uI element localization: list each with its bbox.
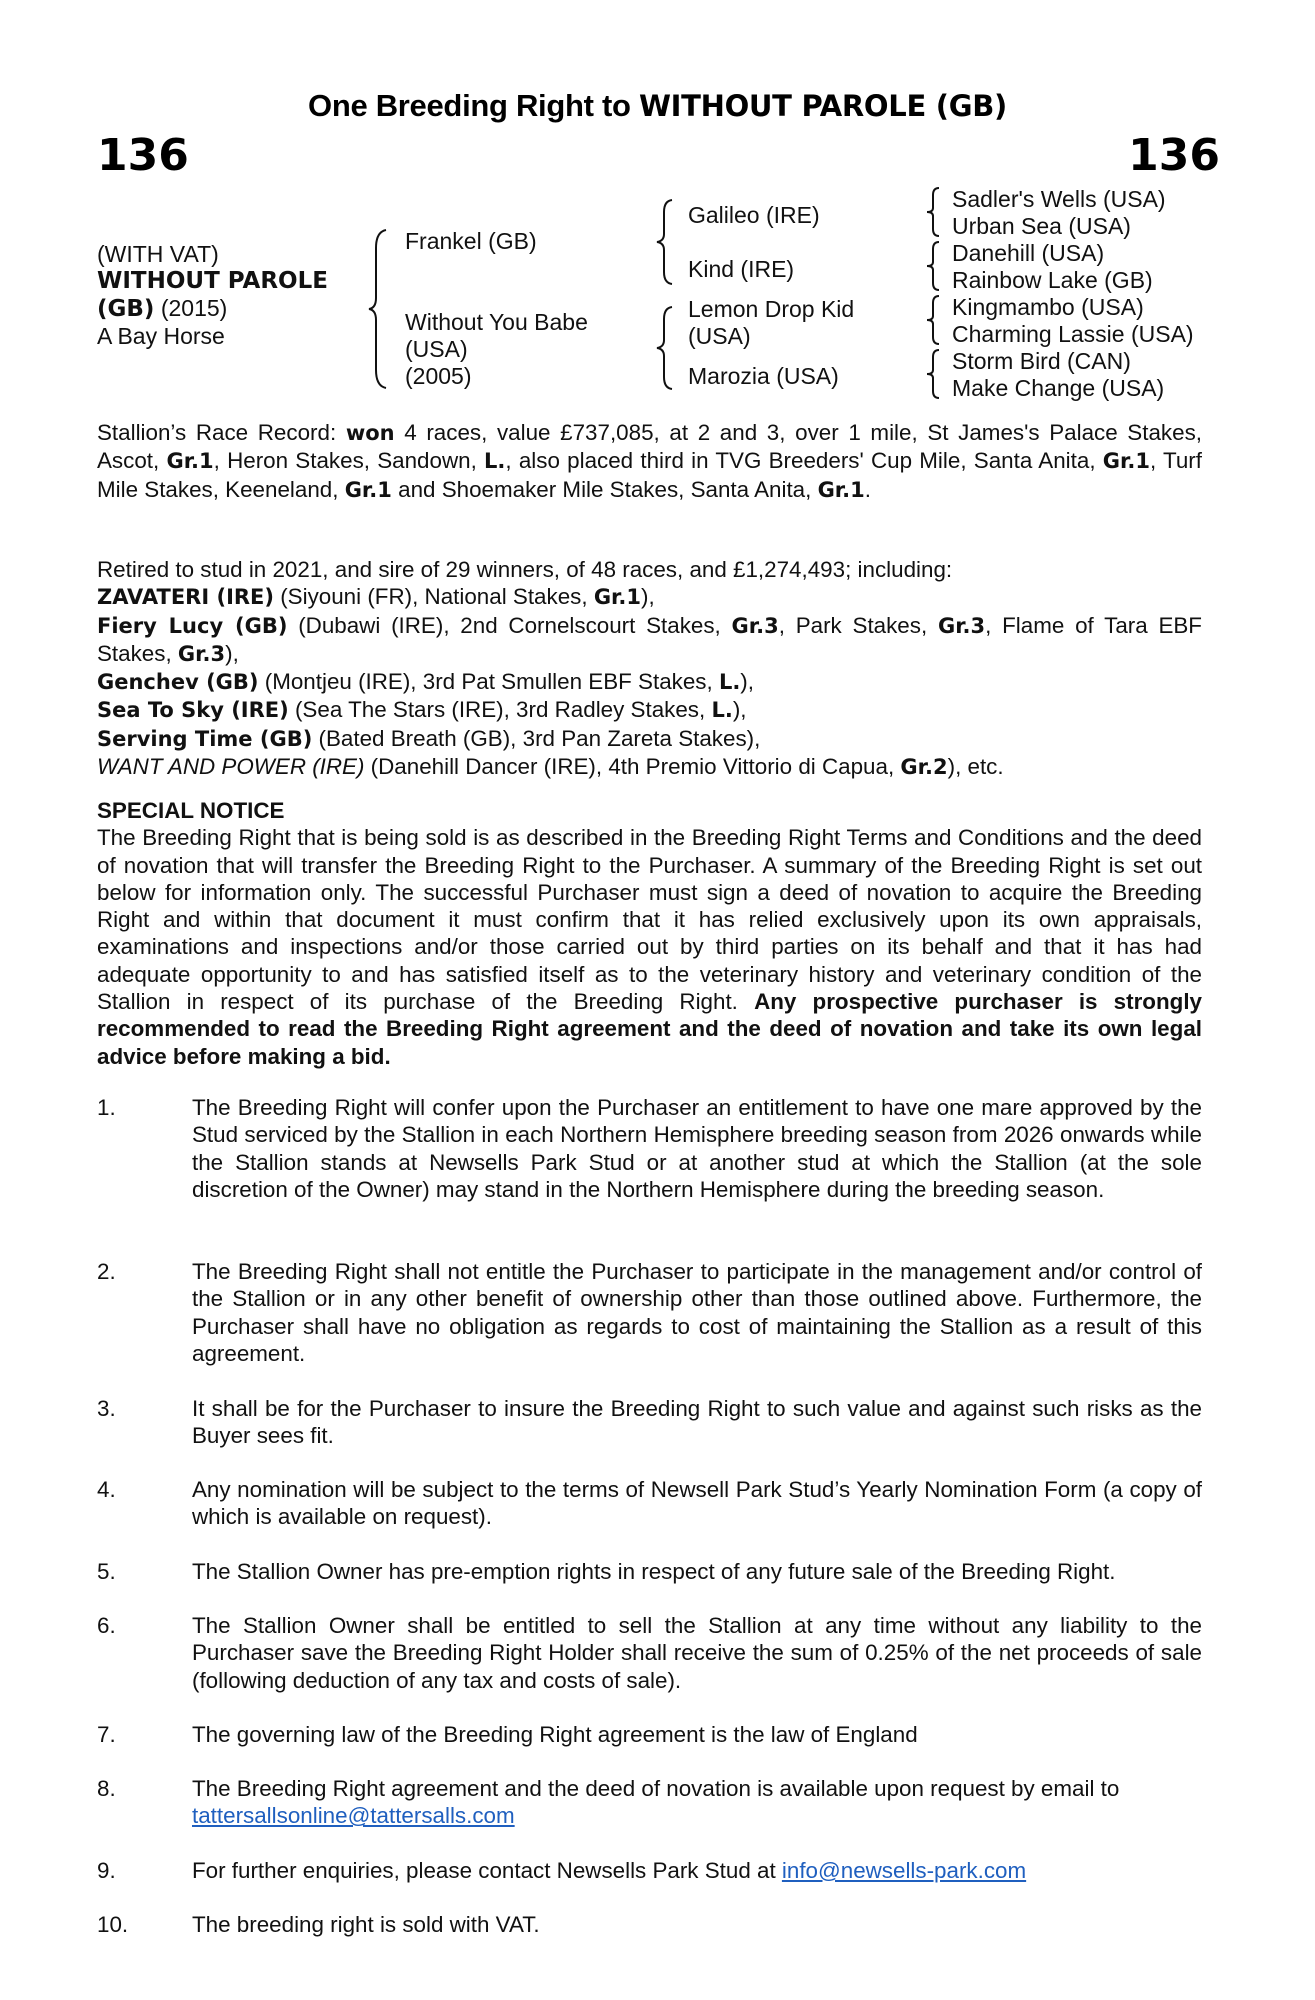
progeny-details: (Sea The Stars (IRE), 3rd Radley Stakes,	[288, 697, 712, 723]
race-record-text: 4 races, value £737,085, at 2 and 3, over 1 mile, St James's Palace Stakes, Ascot,	[97, 420, 1202, 474]
progeny-details: ),	[732, 697, 747, 723]
term-text: The breeding right is sold with VAT.	[192, 1912, 540, 1937]
pedigree-brace	[926, 186, 942, 238]
progeny-item	[97, 668, 1202, 696]
term-text: It shall be for the Purchaser to insure the Breeding Right to such value and against such risks as the Buyer sees fit.	[192, 1396, 1202, 1449]
pedigree-gen3-ancestor: Sadler's Wells (USA)	[952, 186, 1166, 212]
title-horse-name: WITHOUT PAROLE (GB)	[638, 89, 1007, 123]
dam-sire-name: Lemon Drop Kid	[688, 296, 855, 322]
pedigree-gen3-ancestor: Kingmambo (USA)	[952, 294, 1144, 320]
progeny-details: , Flame of Tara EBF Stakes,	[97, 612, 1202, 666]
term-text: The governing law of the Breeding Right agreement is the law of England	[192, 1722, 918, 1747]
dam-name: Without You Babe	[405, 309, 588, 335]
pedigree-subject	[97, 241, 328, 350]
pedigree-brace	[926, 294, 942, 346]
dam-country: (USA)	[405, 336, 468, 362]
special-notice	[97, 797, 1202, 1070]
progeny-item	[97, 725, 1202, 753]
special-notice-warning: Any prospective purchaser is strongly recommended to read the Breeding Right agreement and the deed of novation and take its own legal advice before making a bid.	[97, 989, 1203, 1069]
term-text	[192, 1775, 1202, 1830]
progeny-item	[97, 583, 1202, 611]
progeny-details: (Montjeu (IRE), 3rd Pat Smullen EBF Stakes,	[258, 669, 719, 695]
pedigree-gen3-ancestor: Rainbow Lake (GB)	[952, 267, 1153, 293]
progeny-name: Genchev (GB)	[97, 670, 259, 695]
term-text: The Stallion Owner shall be entitled to sell the Stallion at any time without any liability to the Purchaser save the Breeding Right Holder shall receive the sum of 0.25% of the net proceeds of sale (following deduction of any tax and costs of sale).	[192, 1613, 1202, 1693]
grade-label: Gr.1	[817, 477, 865, 502]
grade-label: Gr.3	[731, 613, 779, 638]
progeny-item	[97, 753, 1202, 781]
progeny-details: (Dubawi (IRE), 2nd Cornelscourt Stakes,	[287, 612, 732, 638]
dam-year: (2005)	[405, 363, 472, 389]
term-number: 2.	[97, 1259, 116, 1284]
grade-label: Gr.1	[593, 585, 642, 610]
term-text	[192, 1857, 1202, 1884]
term-number: 6.	[97, 1613, 116, 1638]
term-number: 9.	[97, 1858, 116, 1883]
pedigree-brace	[368, 228, 390, 390]
term-text: The Breeding Right will confer upon the Purchaser an entitlement to have one mare approved by the Stud serviced by the Stallion in each Northern Hemisphere breeding season from 2026 onwards while the Stallion stands at Newsells Park Stud or at another stud at which the Stallion (at the sole discretion of the Owner) may stand in the Northern Hemisphere during the breeding season.	[192, 1095, 1202, 1202]
horse-year: (2015)	[154, 295, 228, 321]
term-text: Any nomination will be subject to the terms of Newsell Park Stud’s Yearly Nomination Form (a copy of which is available on request).	[192, 1477, 1202, 1530]
tattersalls-email-link[interactable]: tattersallsonline@tattersalls.com	[192, 1803, 515, 1829]
pedigree-dam-sire	[688, 296, 854, 350]
term-number: 7.	[97, 1722, 116, 1747]
term-text: The Breeding Right shall not entitle the Purchaser to participate in the management and/or control of the Stallion or in any other benefit of ownership other than those outlined above. Furthermore, the Purchaser shall have no obligation as regards to cost of maintaining the Stallion as a result of this agreement.	[192, 1259, 1202, 1366]
race-record-text: , also placed third in TVG Breeders' Cup Mile, Santa Anita,	[505, 448, 1103, 474]
progeny-name: ZAVATERI (IRE)	[97, 585, 274, 610]
pedigree-sire-dam: Kind (IRE)	[688, 256, 795, 282]
horse-description: A Bay Horse	[97, 323, 225, 349]
lot-number-left: 136	[97, 130, 189, 181]
page-title	[0, 88, 1315, 124]
progeny-details: (Siyouni (FR), National Stakes,	[274, 584, 594, 610]
lot-number-right: 136	[1128, 130, 1220, 181]
race-record-text: , Turf Mile Stakes, Keeneland,	[97, 448, 1202, 502]
pedigree-dam-dam: Marozia (USA)	[688, 363, 839, 389]
newsells-email-link[interactable]: info@newsells-park.com	[781, 1858, 1027, 1883]
grade-label: L.	[711, 698, 733, 723]
term-number: 3.	[97, 1396, 116, 1421]
term-text-body: For further enquiries, please contact Newsells Park Stud at	[192, 1858, 782, 1883]
race-record-won: won	[345, 421, 395, 445]
progeny-name: Fiery Lucy (GB)	[97, 613, 288, 638]
race-record-label: Stallion’s Race Record:	[97, 420, 346, 445]
title-prefix: One Breeding Right to	[308, 88, 639, 123]
pedigree-brace	[926, 348, 942, 400]
progeny-details: (Bated Breath (GB), 3rd Pan Zareta Stakes),	[312, 725, 761, 751]
progeny-item	[97, 696, 1202, 724]
race-record-text: .	[864, 476, 871, 502]
special-notice-heading: SPECIAL NOTICE	[97, 798, 285, 823]
dam-sire-country: (USA)	[688, 323, 751, 349]
race-record-text: and Shoemaker Mile Stakes, Santa Anita,	[391, 476, 818, 502]
pedigree-brace	[656, 198, 676, 286]
grade-label: Gr.3	[177, 641, 226, 666]
progeny-name: Sea To Sky (IRE)	[97, 698, 289, 723]
special-notice-body	[97, 824, 1202, 1070]
special-notice-text: The Breeding Right that is being sold is as described in the Breeding Right Terms and Conditions and the deed of novation that will transfer the Breeding Right to the Purchaser. A summary of the Breeding Right is set out below for information only. The successful Purchaser must sign a deed of novation to acquire the Breeding Right and within that document it must confirm that it has relied exclusively upon its own appraisals, examinations and inspections and/or those carried out by third parties on its behalf and that it has had adequate opportunity to and has satisfied itself as to the veterinary history and veterinary condition of the Stallion in respect of its purchase of the Breeding Right.	[97, 825, 1202, 1015]
vat-note: (WITH VAT)	[97, 241, 219, 267]
pedigree-gen3-ancestor: Urban Sea (USA)	[952, 213, 1131, 239]
progeny-details: ),	[225, 640, 239, 666]
term-text: The Stallion Owner has pre-emption rights in respect of any future sale of the Breeding Right.	[192, 1559, 1116, 1584]
stud-record-intro: Retired to stud in 2021, and sire of 29 winners, of 48 races, and £1,274,493; including:	[97, 557, 953, 582]
pedigree-gen3-ancestor: Storm Bird (CAN)	[952, 348, 1131, 374]
pedigree-sire: Frankel (GB)	[405, 228, 537, 254]
grade-label: Gr.3	[937, 613, 986, 638]
term-number: 8.	[97, 1776, 116, 1801]
term-number: 10.	[97, 1912, 129, 1937]
pedigree-sire-sire: Galileo (IRE)	[688, 202, 820, 228]
grade-label: Gr.2	[900, 755, 948, 780]
pedigree-gen3-ancestor: Make Change (USA)	[952, 375, 1165, 401]
pedigree-brace	[926, 240, 942, 292]
race-record	[97, 419, 1202, 504]
pedigree-dam	[405, 309, 588, 390]
progeny-name: WANT AND POWER (IRE)	[97, 754, 365, 780]
term-number: 1.	[97, 1095, 116, 1120]
progeny-details: ),	[641, 584, 655, 610]
grade-label: L.	[484, 449, 506, 474]
progeny-name: Serving Time (GB)	[97, 726, 313, 751]
progeny-details: ), etc.	[947, 754, 1004, 780]
progeny-details: , Park Stakes,	[778, 612, 938, 638]
progeny-details: ),	[740, 669, 754, 695]
grade-label: Gr.1	[1102, 449, 1150, 474]
grade-label: Gr.1	[344, 477, 392, 502]
pedigree-gen3-ancestor: Danehill (USA)	[952, 240, 1105, 266]
grade-label: Gr.1	[166, 449, 214, 474]
horse-country: (GB)	[97, 296, 155, 322]
progeny-details: (Danehill Dancer (IRE), 4th Premio Vittorio di Capua,	[364, 754, 901, 780]
race-record-text: , Heron Stakes, Sandown,	[213, 448, 485, 474]
pedigree-brace	[656, 305, 676, 391]
grade-label: L.	[718, 670, 741, 695]
term-text-body: The Breeding Right agreement and the deed of novation is available upon request by email to	[192, 1776, 1120, 1801]
horse-name: WITHOUT PAROLE	[97, 268, 328, 294]
term-number: 4.	[97, 1477, 116, 1502]
stud-record	[97, 556, 1202, 781]
pedigree-gen3-ancestor: Charming Lassie (USA)	[952, 321, 1194, 347]
progeny-item	[97, 612, 1202, 669]
term-number: 5.	[97, 1559, 116, 1584]
